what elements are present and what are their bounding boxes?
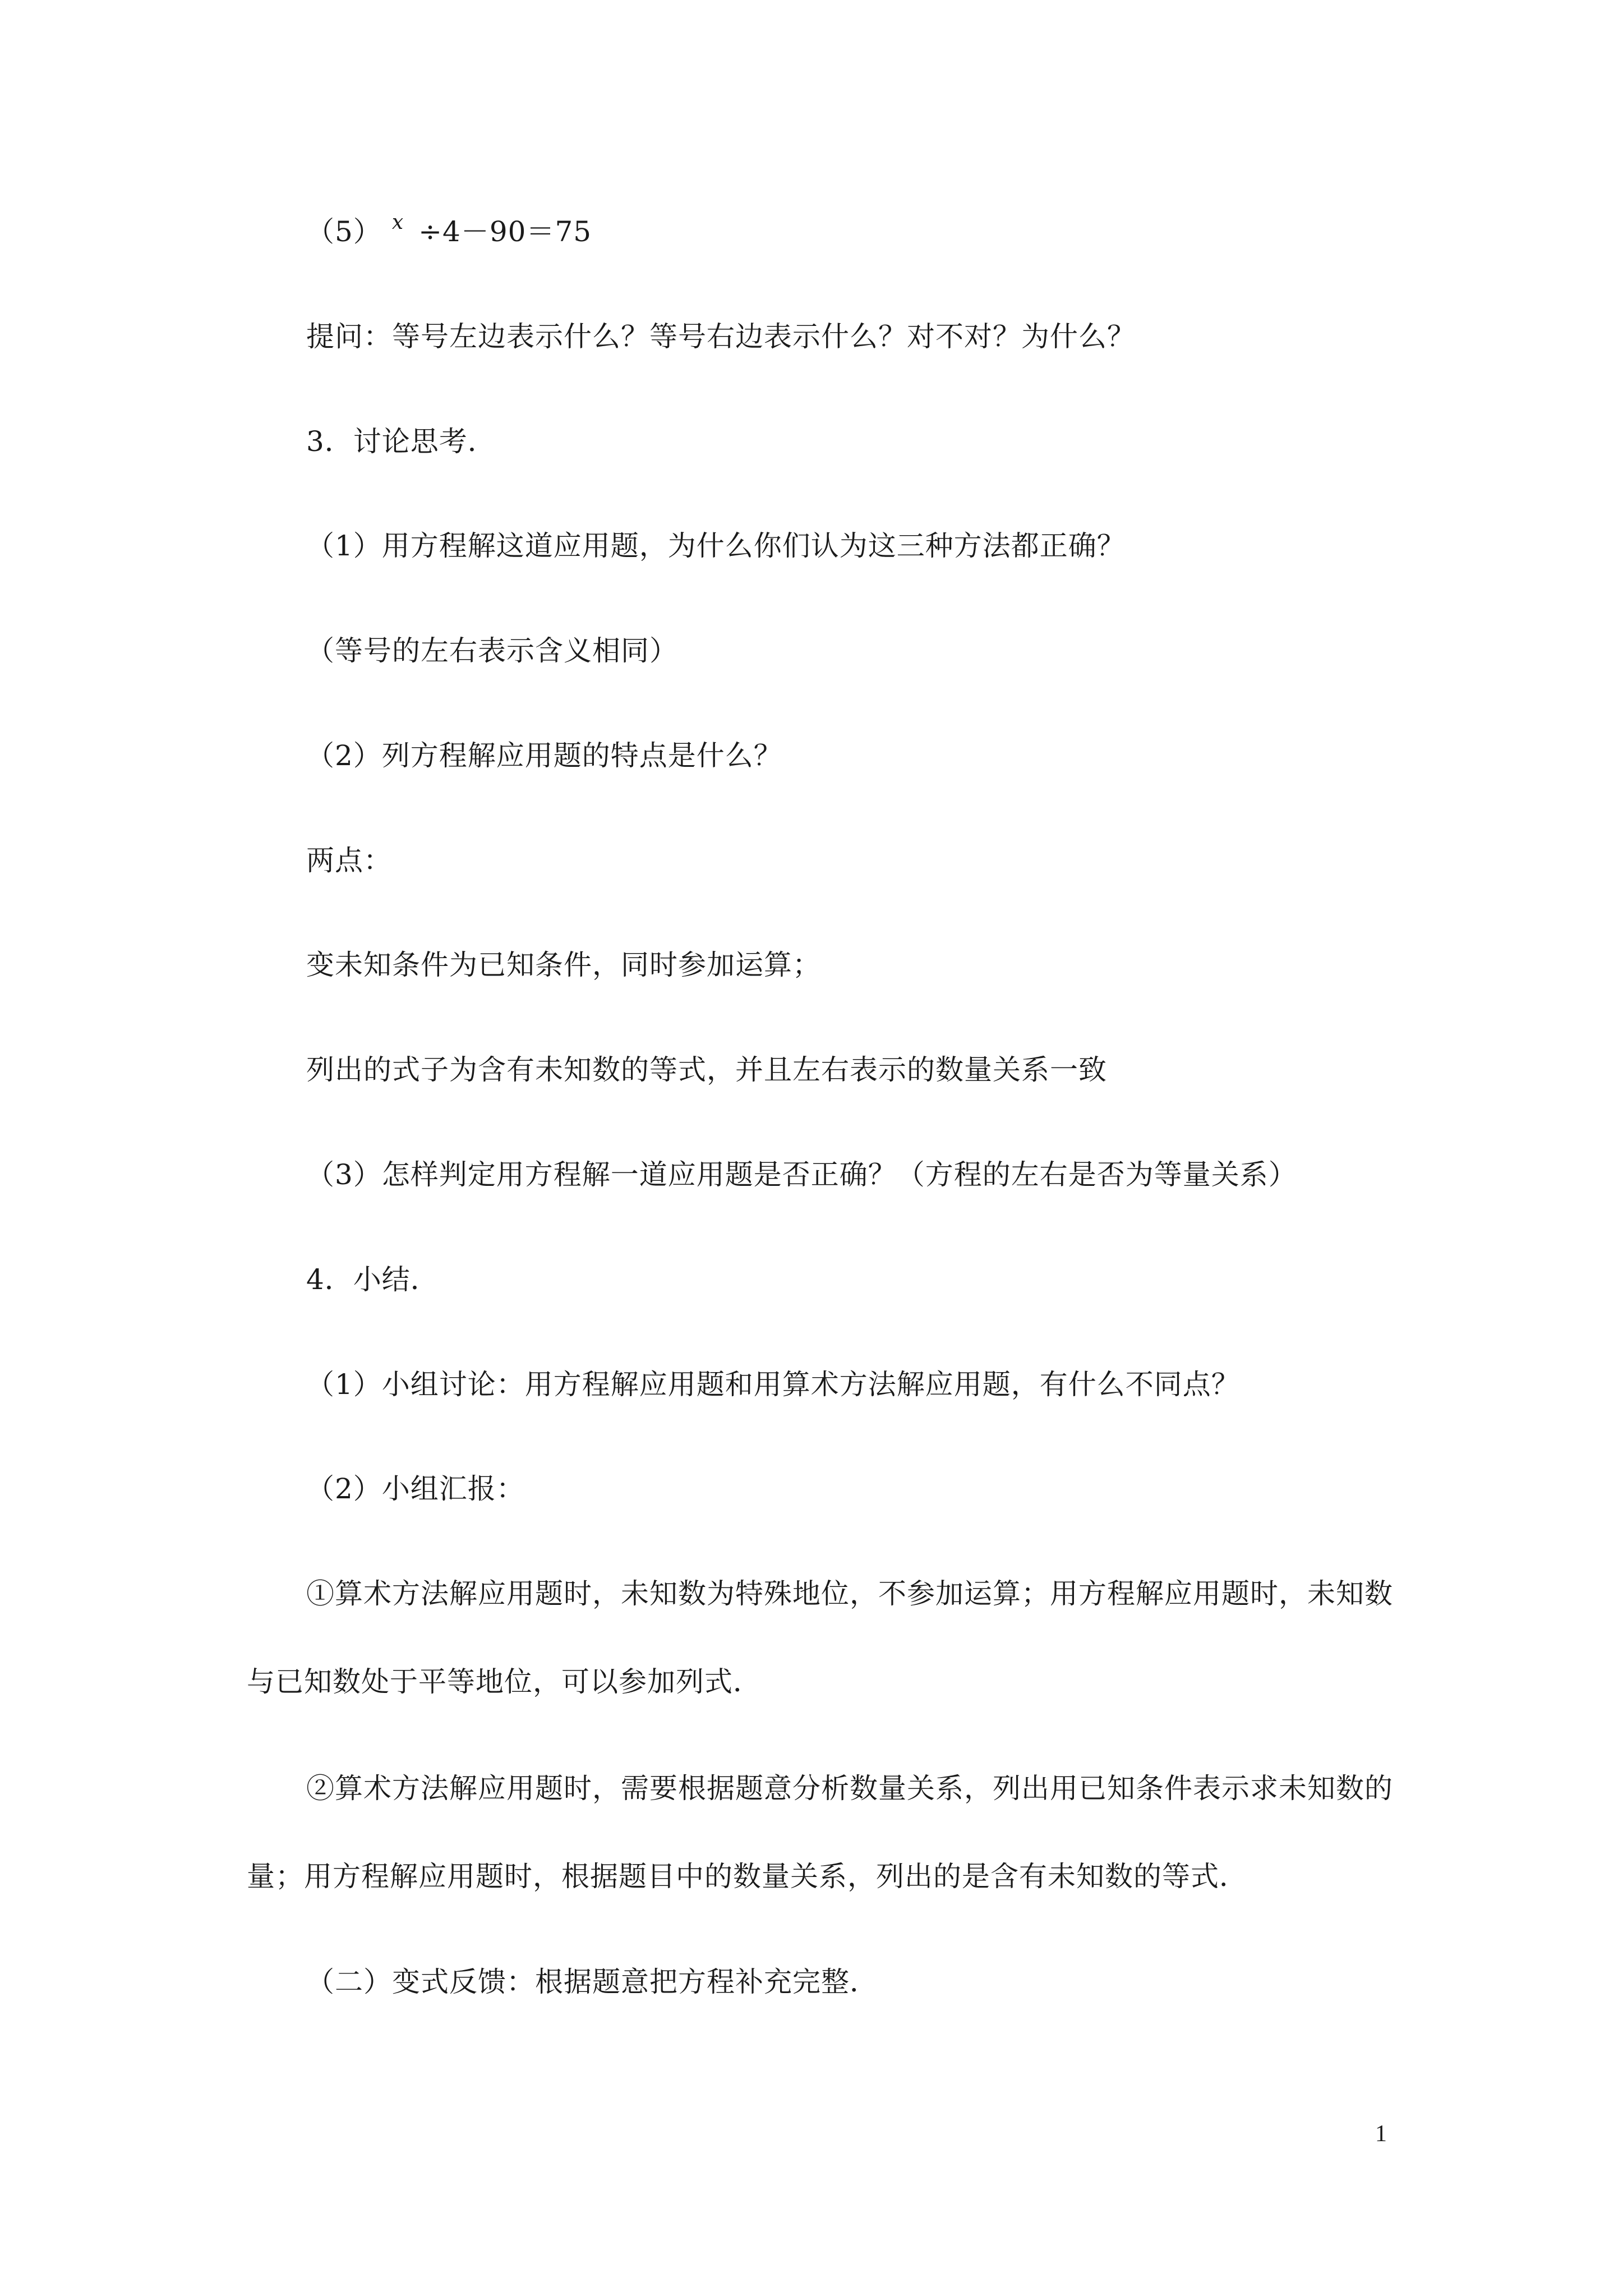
discussion-question: （3）怎样判定用方程解一道应用题是否正确？（方程的左右是否为等量关系） [306, 1158, 1297, 1191]
discussion-question: （1）用方程解这道应用题，为什么你们认为这三种方法都正确？ [306, 530, 1126, 562]
equation-variable: x [391, 211, 404, 234]
paragraph-line: ②算术方法解应用题时，需要根据题意分析数量关系，列出用已知条件表示求未知数的 [306, 1772, 1393, 1805]
equation-prefix: （5） [306, 215, 382, 248]
text-line: 两点： [306, 844, 392, 877]
discussion-answer: （等号的左右表示含义相同） [306, 634, 678, 667]
question-line: 提问：等号左边表示什么？等号右边表示什么？对不对？为什么？ [306, 320, 1136, 353]
section-heading: 4．小结． [306, 1263, 439, 1296]
summary-item: （2）小组汇报： [306, 1473, 525, 1505]
section-heading: 3．讨论思考． [306, 425, 496, 458]
paragraph-line: ①算术方法解应用题时，未知数为特殊地位，不参加运算；用方程解应用题时，未知数 [306, 1577, 1393, 1610]
equation-rest: ÷4－90＝75 [418, 215, 592, 248]
text-line: 列出的式子为含有未知数的等式，并且左右表示的数量关系一致 [306, 1053, 1107, 1086]
paragraph-line: 量；用方程解应用题时，根据题目中的数量关系，列出的是含有未知数的等式． [247, 1860, 1248, 1893]
discussion-question: （2）列方程解应用题的特点是什么？ [306, 739, 782, 772]
section-heading: （二）变式反馈：根据题意把方程补充完整． [306, 1966, 878, 1998]
paragraph-line: 与已知数处于平等地位，可以参加列式． [247, 1665, 762, 1698]
text-line: 变未知条件为已知条件，同时参加运算； [306, 949, 821, 981]
page-number: 1 [1375, 2121, 1387, 2147]
equation-5 [306, 211, 592, 252]
summary-item: （1）小组讨论：用方程解应用题和用算术方法解应用题，有什么不同点？ [306, 1368, 1240, 1401]
